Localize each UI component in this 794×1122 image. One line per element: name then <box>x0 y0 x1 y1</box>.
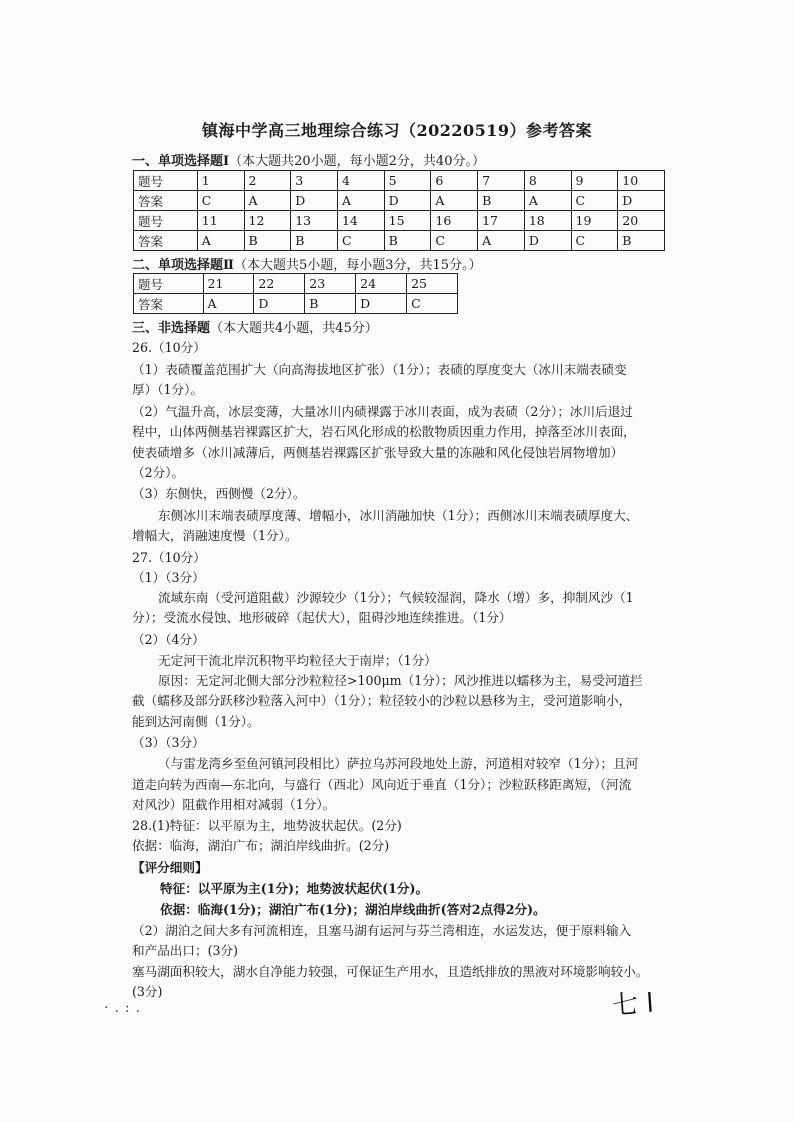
section-2-name: 单项选择题Ⅱ <box>158 258 234 273</box>
answer-cell: B <box>305 294 356 314</box>
answer-cell: A <box>431 191 478 211</box>
row-label: 答案 <box>134 294 204 314</box>
answer-line: 程中，山体两侧基岩裸露区扩大，岩石风化形成的松散物质因重力作用，掉落至冰川表面， <box>132 424 636 439</box>
row-label: 答案 <box>134 231 198 251</box>
answer-line: 原因：无定河北侧大部分沙粒粒径>100μm（1分）；风沙推进以蠕移为主，易受河道拦 <box>158 673 643 688</box>
answer-table-2 <box>133 273 458 314</box>
answer-cell: 5 <box>384 171 431 191</box>
answer-cell: 17 <box>478 211 525 231</box>
answer-line: 分）；受流水侵蚀、地形破碎（起伏大），阻碍沙地连续推进。（1分） <box>132 610 512 625</box>
answer-cell: 12 <box>244 211 291 231</box>
section-1-heading <box>132 150 485 169</box>
answer-cell: D <box>384 191 431 211</box>
answer-cell: 7 <box>478 171 525 191</box>
answer-cell: 22 <box>254 274 305 294</box>
section-2-heading <box>132 254 482 273</box>
answer-cell: A <box>337 191 384 211</box>
answer-line: 对风沙）阻截作用相对减弱（1分）。 <box>132 797 336 812</box>
answer-cell: 2 <box>244 171 291 191</box>
answer-cell: D <box>524 231 571 251</box>
answer-line: 【评分细则】 <box>132 860 208 875</box>
answer-cell: B <box>291 231 338 251</box>
answer-line: 27.（10分） <box>132 550 206 565</box>
answer-cell: 15 <box>384 211 431 231</box>
answer-cell: 11 <box>197 211 244 231</box>
answer-cell: B <box>384 231 431 251</box>
answer-line: 28.(1)特征：以平原为主，地势波状起伏。(2分) <box>132 818 402 833</box>
section-3-num: 三、 <box>132 321 159 336</box>
section-3-name: 非选择题 <box>158 321 211 336</box>
answer-line: （2分）。 <box>132 465 185 480</box>
answer-line: （3）东侧快，西侧慢（2分）。 <box>132 486 306 501</box>
answer-cell: A <box>203 294 254 314</box>
answer-cell: C <box>407 294 458 314</box>
answer-line: 能到达河南侧（1分）。 <box>132 714 260 729</box>
section-3-heading <box>132 317 378 336</box>
answer-line: 塞马湖面积较大，湖水自净能力较强，可保证生产用水，且造纸排放的黑液对环境影响较小。 <box>132 964 649 979</box>
answer-row <box>134 191 665 211</box>
answer-table-1 <box>133 170 665 251</box>
answer-cell: 20 <box>618 211 665 231</box>
answer-line: 道走向转为西南—东北向，与盛行（西北）风向近于垂直（1分）；沙粒跃移距离短，（河流 <box>132 777 632 792</box>
answer-line: 特征：以平原为主(1分)；地势波状起伏(1分)。 <box>160 881 429 896</box>
answer-cell: D <box>356 294 407 314</box>
answer-cell: 13 <box>291 211 338 231</box>
answer-line: （1）（3分） <box>132 570 205 585</box>
answer-cell: 8 <box>524 171 571 191</box>
row-label: 答案 <box>134 191 198 211</box>
answer-cell: A <box>478 231 525 251</box>
answer-line: 26.（10分） <box>132 340 206 355</box>
answer-cell: 3 <box>291 171 338 191</box>
answer-line: 使表碛增多（冰川减薄后，两侧基岩裸露区扩张导致大量的冻融和风化侵蚀岩屑物增加） <box>132 445 624 460</box>
section-2-desc: （本大题共5小题，每小题3分，共15分。） <box>233 258 482 273</box>
answer-cell: 23 <box>305 274 356 294</box>
answer-cell: 14 <box>337 211 384 231</box>
answer-line: （3）（3分） <box>132 735 205 750</box>
answer-cell: 10 <box>618 171 665 191</box>
answer-line: （2）气温升高，冰层变薄，大量冰川内碛裸露于冰川表面，成为表碛（2分）；冰川后退过 <box>132 404 633 419</box>
answer-cell: C <box>431 231 478 251</box>
answer-cell: 21 <box>203 274 254 294</box>
answer-cell: A <box>524 191 571 211</box>
answer-row <box>134 231 665 251</box>
answer-line: （2）湖泊之间大多有河流相连，且塞马湖有运河与芬兰湾相连，水运发达，便于原料输入 <box>132 923 632 938</box>
answer-cell: B <box>618 231 665 251</box>
answer-cell: B <box>244 231 291 251</box>
section-1-desc: （本大题共20小题，每小题2分，共40分。） <box>229 154 485 169</box>
answer-cell: C <box>197 191 244 211</box>
section-2-num: 二、 <box>132 258 159 273</box>
answer-line: 无定河干流北岸沉积物平均粒径大于南岸；（1分） <box>158 653 437 668</box>
answer-cell: 4 <box>337 171 384 191</box>
scan-marks: ·.:. <box>104 1000 147 1016</box>
answer-cell: 6 <box>431 171 478 191</box>
answer-cell: D <box>254 294 305 314</box>
answer-line: 增幅大，消融速度慢（1分）。 <box>132 528 298 543</box>
answer-line: （1）表碛覆盖范围扩大（向高海拔地区扩张）（1分）；表碛的厚度变大（冰川末端表碛变 <box>132 362 627 377</box>
row-label: 题号 <box>134 171 198 191</box>
answer-cell: 1 <box>197 171 244 191</box>
answer-line: （2）（4分） <box>132 632 205 647</box>
answer-line: 东侧冰川末端表碛厚度薄、增幅小，冰川消融加快（1分）；西侧冰川末端表碛厚度大、 <box>158 508 639 523</box>
answer-cell: C <box>337 231 384 251</box>
answer-cell: 9 <box>571 171 618 191</box>
handwritten-page-mark: 七 l <box>611 988 655 1022</box>
answer-line: 流域东南（受河道阻截）沙源较少（1分）；气候较湿润，降水（增）多，抑制风沙（1 <box>158 590 634 605</box>
answer-cell: A <box>244 191 291 211</box>
answer-line: (3分) <box>132 984 163 999</box>
answer-cell: D <box>291 191 338 211</box>
answer-row <box>134 211 665 231</box>
page-title: 镇海中学高三地理综合练习（20220519）参考答案 <box>201 121 593 140</box>
answer-row <box>134 274 458 294</box>
row-label: 题号 <box>134 274 204 294</box>
answer-cell: 16 <box>431 211 478 231</box>
answer-cell: 18 <box>524 211 571 231</box>
row-label: 题号 <box>134 211 198 231</box>
answer-cell: A <box>197 231 244 251</box>
answer-cell: 19 <box>571 211 618 231</box>
answer-cell: C <box>571 191 618 211</box>
answer-line: 和产品出口；(3分) <box>132 943 238 958</box>
answer-line: 依据：临海(1分)；湖泊广布(1分)；湖泊岸线曲折(答对2点得2分)。 <box>160 902 546 917</box>
answer-line: 厚）（1分）。 <box>132 382 203 397</box>
answer-cell: C <box>571 231 618 251</box>
answer-line: （与雷龙湾乡至鱼河镇河段相比）萨拉乌苏河段地处上游，河道相对较窄（1分）；且河 <box>158 756 639 771</box>
answer-row <box>134 171 665 191</box>
answer-cell: 25 <box>407 274 458 294</box>
section-3-desc: （本大题共4小题，共45分） <box>210 321 378 336</box>
answer-cell: D <box>618 191 665 211</box>
section-1-num: 一、 <box>132 154 159 169</box>
answer-cell: 24 <box>356 274 407 294</box>
answer-row <box>134 294 458 314</box>
answer-line: 依据：临海，湖泊广布；湖泊岸线曲折。(2分) <box>132 838 390 853</box>
section-1-name: 单项选择题Ⅰ <box>158 154 230 169</box>
answer-line: 截（蠕移及部分跃移沙粒落入河中）（1分）；粒径较小的沙粒以悬移为主，受河道影响小， <box>132 693 632 708</box>
answer-cell: B <box>478 191 525 211</box>
